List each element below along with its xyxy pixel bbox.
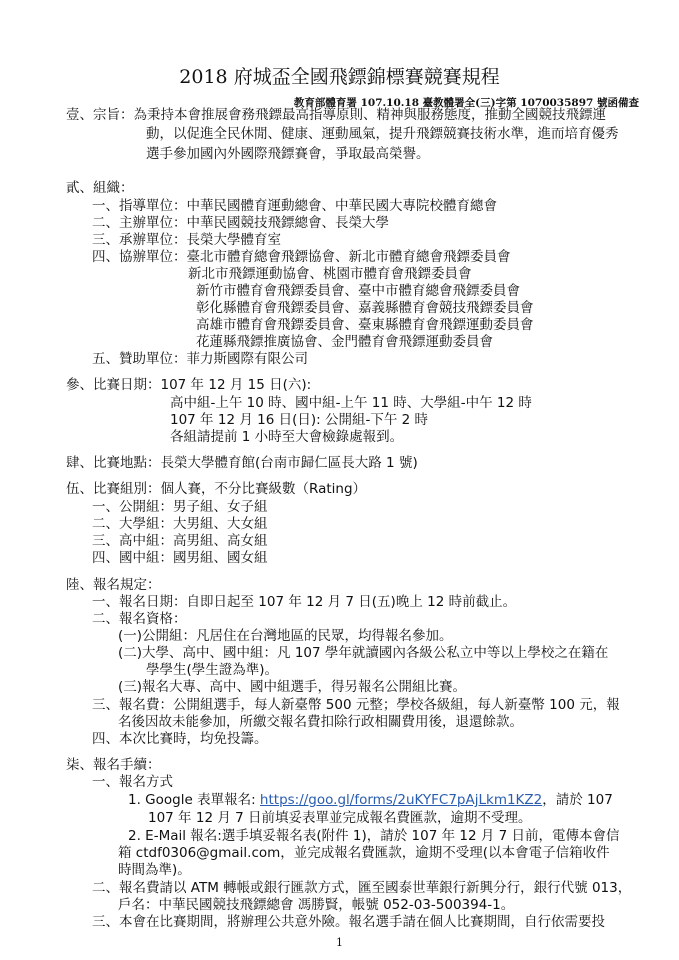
division-high-school: 三、高中組：高男組、高女組	[92, 533, 268, 549]
page-number: 1	[336, 936, 343, 949]
method-heading: 一、報名方式	[92, 774, 173, 790]
schedule-line-3: 107 年 12 月 16 日(日): 公開組-下午 2 時	[170, 412, 428, 428]
eligibility-students-line-2: 學學生(學生證為準)。	[146, 662, 279, 678]
google-form-link[interactable]: https://goo.gl/forms/2uKYFC7pAjLkm1KZ2	[259, 792, 543, 808]
payment-line-2: 戶名：中華民國競技飛鏢總會 馮勝賢，帳號 052-03-500394-1。	[118, 897, 515, 913]
schedule-line-1: 參、比賽日期：107 年 12 月 15 日(六):	[66, 377, 312, 393]
eligibility-students-line-1: (二)大學、高中、國中組：凡 107 學年就讀國內各級公私立中等以上學校之在籍在	[118, 645, 609, 661]
google-form-suffix: ，請於 107	[542, 792, 613, 808]
registration-rules-heading: 陸、報名規定：	[66, 577, 161, 593]
divisions-heading: 伍、比賽組別：個人賽，不分比賽級數（Rating）	[66, 481, 367, 497]
schedule-line-4: 各組請提前 1 小時至大會檢錄處報到。	[170, 429, 404, 445]
insurance-line: 三、本會在比賽期間，將辦理公共意外險。報名選手請在個人比賽期間，自行依需要投	[92, 914, 605, 930]
eligibility-extra: (三)報名大專、高中、國中組選手，得另報名公開組比賽。	[118, 679, 467, 695]
org-co-organizer-line-5: 高雄市體育會飛鏢委員會、臺東縣體育會飛鏢運動委員會	[196, 317, 534, 333]
fee-line-2: 名後因故未能參加，所繳交報名費扣除行政相關費用後，退還餘款。	[118, 714, 523, 730]
google-form-line	[128, 792, 613, 809]
email-line-3: 時間為準)。	[118, 862, 191, 878]
eligibility-open: (一)公開組：凡居住在台灣地區的民眾，均得報名參加。	[118, 628, 453, 644]
document-title: 2018 府城盃全國飛鏢錦標賽競賽規程	[179, 66, 500, 88]
section-organization-heading: 貳、組織：	[66, 180, 134, 196]
registration-date: 一、報名日期：自即日起至 107 年 12 月 7 日(五)晚上 12 時前截止。	[92, 594, 517, 610]
division-university: 二、大學組：大男組、大女組	[92, 516, 268, 532]
division-junior-high: 四、國中組：國男組、國女組	[92, 550, 268, 566]
email-line-2: 箱 ctdf0306@gmail.com，並完成報名費匯款，逾期不受理(以本會電子信箱收件	[118, 845, 610, 861]
division-open: 一、公開組：男子組、女子組	[92, 499, 268, 515]
org-co-organizer-line-1: 四、協辦單位：臺北市體育總會飛鏢協會、新北市體育總會飛鏢委員會	[92, 249, 511, 265]
venue-line: 肆、比賽地點：長榮大學體育館(台南市歸仁區長大路 1 號)	[66, 455, 418, 471]
org-guidance-unit: 一、指導單位：中華民國體育運動總會、中華民國大專院校體育總會	[92, 198, 497, 214]
no-toss-line: 四、本次比賽時，均免投籌。	[92, 731, 268, 747]
fee-line-1: 三、報名費：公開組選手，每人新臺幣 500 元整；學校各級組，每人新臺幣 100 元，報	[92, 697, 620, 713]
procedure-heading: 柒、報名手續：	[66, 757, 161, 773]
org-sponsor-unit: 五、贊助單位：菲力斯國際有限公司	[92, 351, 308, 367]
purpose-line-1: 壹、宗旨：為秉持本會推展會務飛鏢最高指導原則、精神與服務態度，推動全國競技飛鏢運	[66, 107, 606, 123]
schedule-line-2: 高中組-上午 10 時、國中組-上午 11 時、大學組-中午 12 時	[170, 395, 532, 411]
org-co-organizer-line-3: 新竹市體育會飛鏢委員會、臺中市體育總會飛鏢委員會	[196, 283, 520, 299]
purpose-line-2: 動，以促進全民休閒、健康、運動風氣，提升飛鏢競賽技術水準，進而培育優秀	[146, 126, 619, 142]
google-form-deadline: 107 年 12 月 7 日前填妥表單並完成報名費匯款，逾期不受理。	[148, 810, 532, 826]
org-host-unit: 二、主辦單位：中華民國競技飛鏢總會、長榮大學	[92, 215, 389, 231]
email-line-1: 2. E-Mail 報名:選手填妥報名表(附件 1)，請於 107 年 12 月 7 日前，電傳本會信	[128, 828, 620, 844]
payment-line-1: 二、報名費請以 ATM 轉帳或銀行匯款方式，匯至國泰世華銀行新興分行，銀行代號 013，	[92, 880, 632, 896]
eligibility-heading: 二、報名資格：	[92, 611, 187, 627]
purpose-line-3: 選手參加國內外國際飛鏢賽會，爭取最高榮譽。	[146, 146, 430, 162]
org-co-organizer-line-6: 花蓮縣飛鏢推廣協會、金門體育會飛鏢運動委員會	[196, 334, 493, 350]
approval-reference: 教育部體育署 107.10.18 臺教體署全(三)字第 1070035897 號函備查	[293, 97, 639, 109]
org-co-organizer-line-2: 新北市飛鏢運動協會、桃園市體育會飛鏢委員會	[188, 266, 472, 282]
org-organizer-unit: 三、承辦單位：長榮大學體育室	[92, 232, 281, 248]
google-form-prefix: 1. Google 表單報名:	[128, 792, 260, 808]
org-co-organizer-line-4: 彰化縣體育會飛鏢委員會、嘉義縣體育會競技飛鏢委員會	[196, 300, 534, 316]
